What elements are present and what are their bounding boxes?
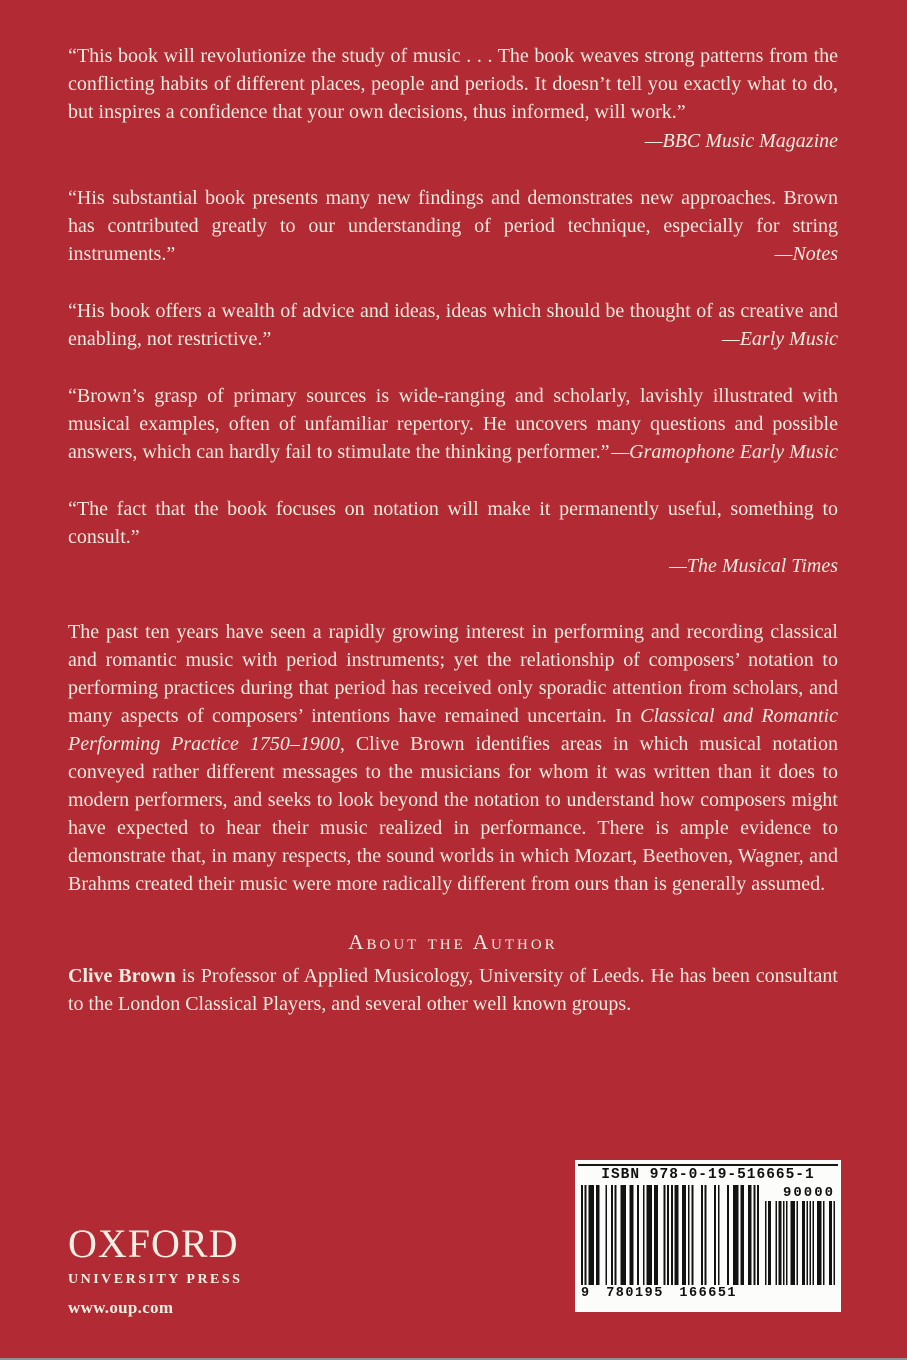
barcode-body <box>575 1183 841 1301</box>
review-source: —The Musical Times <box>669 555 838 577</box>
author-bio <box>68 962 838 1018</box>
description-text: The past ten years have seen a rapidly growing interest in performing and recording classical and romantic music with period instruments; yet the relationship of composers’ notation to performing practices during that period has received only sporadic attention from scholars, and many aspects of composers’ intentions have remained uncertain. In <box>68 621 838 727</box>
description-text: , Clive Brown identifies areas in which musical notation conveyed rather different messages to the musicians for whom it was written than it does to modern performers, and seeks to look beyond the notation to understand how composers might have expected to hear their music realized in performance. There is ample evidence to demonstrate that, in many respects, the sound worlds in which Mozart, Beethoven, Wagner, and Brahms created their music were more radically different from ours than is generally assumed. <box>68 733 838 895</box>
review-source: —Early Music <box>721 328 838 350</box>
barcode-digits: 9 780195 166651 <box>581 1286 738 1301</box>
review-source: —Gramophone Early Music <box>611 441 838 463</box>
back-cover-text-column <box>68 42 838 1018</box>
barcode-top-rule <box>578 1164 838 1166</box>
author-bio-text: is Professor of Applied Musicology, University of Leeds. He has been consultant to the London Classical Players, and several other well known groups. <box>68 965 838 1015</box>
barcode-panel <box>575 1160 841 1312</box>
barcode-supplement-bars <box>765 1201 835 1285</box>
oup-website: www.oup.com <box>68 1298 174 1317</box>
book-title-italic: Classical and Romantic Performing Practice 1750–1900 <box>68 705 838 755</box>
isbn-label: ISBN 978-0-19-516665-1 <box>601 1167 815 1183</box>
review-text: “This book will revolutionize the study of music . . . The book weaves strong patterns from the conflicting habits of different places, people and periods. It doesn’t tell you exactly what to do, but inspires a confidence that your own decisions, thus informed, will work.” <box>68 45 838 123</box>
review-block-early-music <box>68 297 838 353</box>
barcode-main-bars <box>581 1185 759 1285</box>
review-text: “His substantial book presents many new findings and demonstrates new approaches. Brown has contributed greatly to our understanding of period technique, especially for string instruments.” <box>68 187 838 265</box>
review-text: “His book offers a wealth of advice and ideas, ideas which should be thought of as creative and enabling, not restrictive.” <box>68 300 838 350</box>
review-text: “Brown’s grasp of primary sources is wide-ranging and scholarly, lavishly illustrated with musical examples, often of unfamiliar repertory. He uncovers many questions and possible answers, which can hardly fail to stimulate the thinking performer.” <box>68 385 838 463</box>
review-source: —Notes <box>774 243 838 265</box>
barcode-price-code: 90000 <box>782 1185 835 1201</box>
book-description <box>68 618 838 898</box>
university-press-label: UNIVERSITY PRESS <box>68 1272 243 1287</box>
review-text: “The fact that the book focuses on notation will make it permanently useful, something to consult.” <box>68 498 838 548</box>
review-block-musical-times <box>68 495 838 580</box>
review-block-bbc <box>68 42 838 155</box>
review-block-gramophone <box>68 382 838 466</box>
barcode-supplement-column <box>765 1185 835 1301</box>
oxford-logo <box>68 1221 243 1318</box>
about-the-author-heading: About the Author <box>348 930 558 954</box>
oxford-wordmark: OXFORD <box>68 1221 239 1266</box>
author-name: Clive Brown <box>68 965 176 987</box>
review-source: —BBC Music Magazine <box>644 130 838 152</box>
review-block-notes <box>68 184 838 268</box>
barcode-main-column <box>581 1185 759 1301</box>
